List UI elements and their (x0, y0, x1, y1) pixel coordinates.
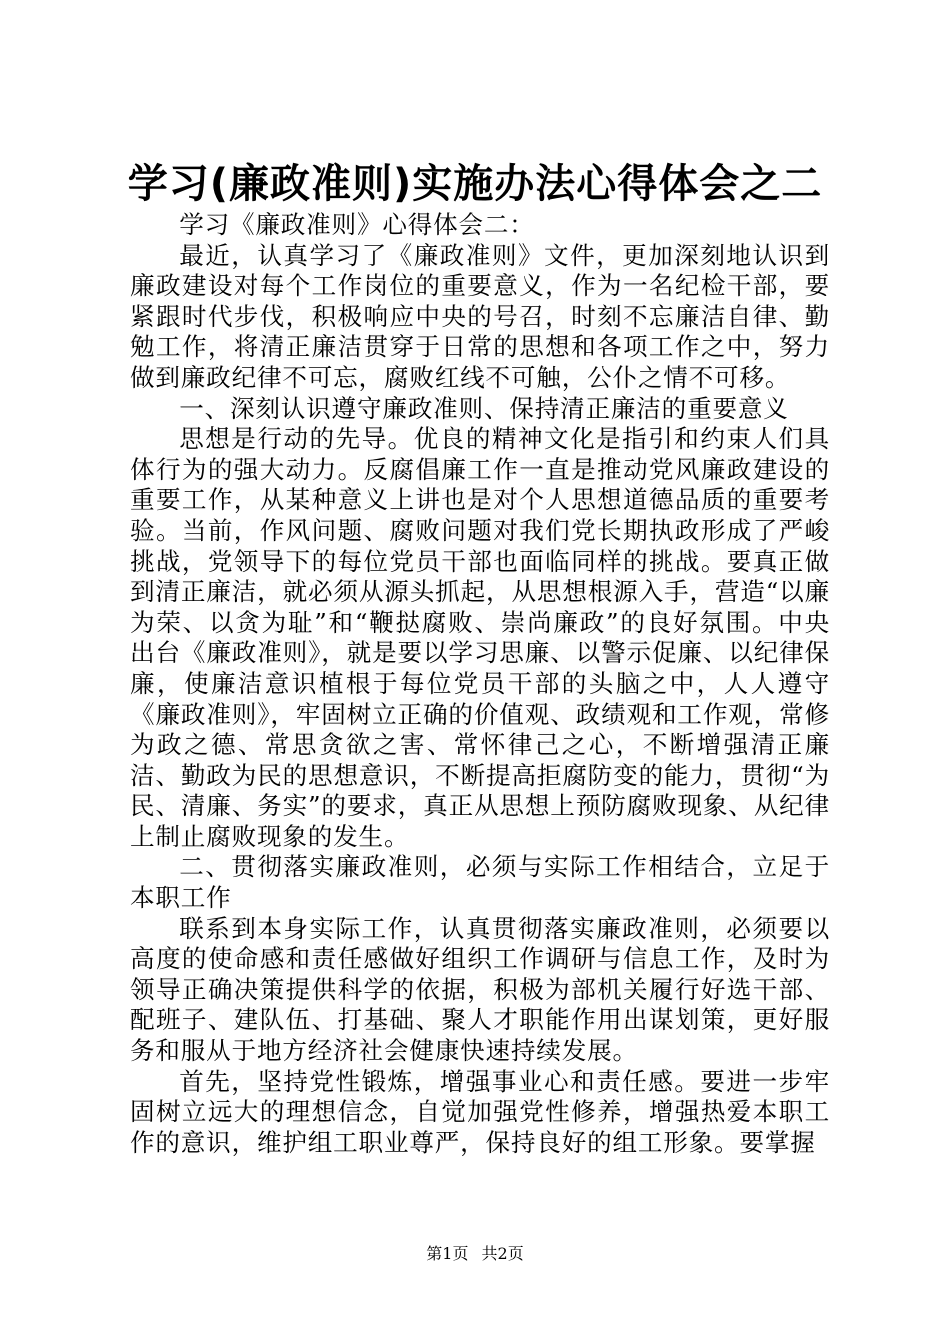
section-heading-2: 二、贯彻落实廉政准则，必须与实际工作相结合，立足于本职工作 (130, 852, 830, 913)
document-title: 学习(廉政准则)实施办法心得体会之二 (127, 161, 823, 207)
page-footer (0, 1243, 950, 1265)
paragraph-subtitle: 学习《廉政准则》心得体会二： (179, 210, 535, 239)
section-heading-1: 一、深刻认识遵守廉政准则、保持清正廉洁的重要意义 (179, 393, 789, 423)
paragraph-section-2: 联系到本身实际工作，认真贯彻落实廉政准则，必须要以高度的使命感和责任感做好组织工作调研与信息工作，及时为领导正确决策提供科学的依据，积极为部机关履行好选干部、配班子、建队伍、打基础、聚人才职能作用出谋划策，更好服务和服从于地方经济社会健康快速持续发展。 (130, 913, 830, 1066)
page-total: 共2页 (481, 1244, 524, 1263)
paragraph-section-1: 思想是行动的先导。优良的精神文化是指引和约束人们具体行为的强大动力。反腐倡廉工作一直是推动党风廉政建设的重要工作，从某种意义上讲也是对个人思想道德品质的重要考验。当前，作风问题、腐败问题对我们党长期执政形成了严峻挑战，党领导下的每位党员干部也面临同样的挑战。要真正做到清正廉洁，就必须从源头抓起，从思想根源入手，营造“以廉为荣、以贪为耻”和“鞭挞腐败、崇尚廉政”的良好氛围。中央出台《廉政准则》，就是要以学习思廉、以警示促廉、以纪律保廉，使廉洁意识植根于每位党员干部的头脑之中，人人遵守《廉政准则》，牢固树立正确的价值观、政绩观和工作观，常修为政之德、常思贪欲之害、常怀律己之心，不断增强清正廉洁、勤政为民的思想意识，不断提高拒腐防变的能力，贯彻“为民、清廉、务实”的要求，真正从思想上预防腐败现象、从纪律上制止腐败现象的发生。 (130, 424, 830, 851)
paragraph-first-point: 首先，坚持党性锻炼，增强事业心和责任感。要进一步牢固树立远大的理想信念，自觉加强党性修养，增强热爱本职工作的意识，维护组工职业尊严，保持良好的组工形象。要掌握 (130, 1066, 830, 1157)
page-number: 第1页 (426, 1244, 469, 1263)
paragraph-intro: 最近，认真学习了《廉政准则》文件，更加深刻地认识到廉政建设对每个工作岗位的重要意义，作为一名纪检干部，要紧跟时代步伐，积极响应中央的号召，时刻不忘廉洁自律、勤勉工作，将清正廉洁贯穿于日常的思想和各项工作之中，努力做到廉政纪律不可忘，腐败红线不可触，公仆之情不可移。 (130, 240, 830, 392)
document-body (130, 210, 830, 1158)
